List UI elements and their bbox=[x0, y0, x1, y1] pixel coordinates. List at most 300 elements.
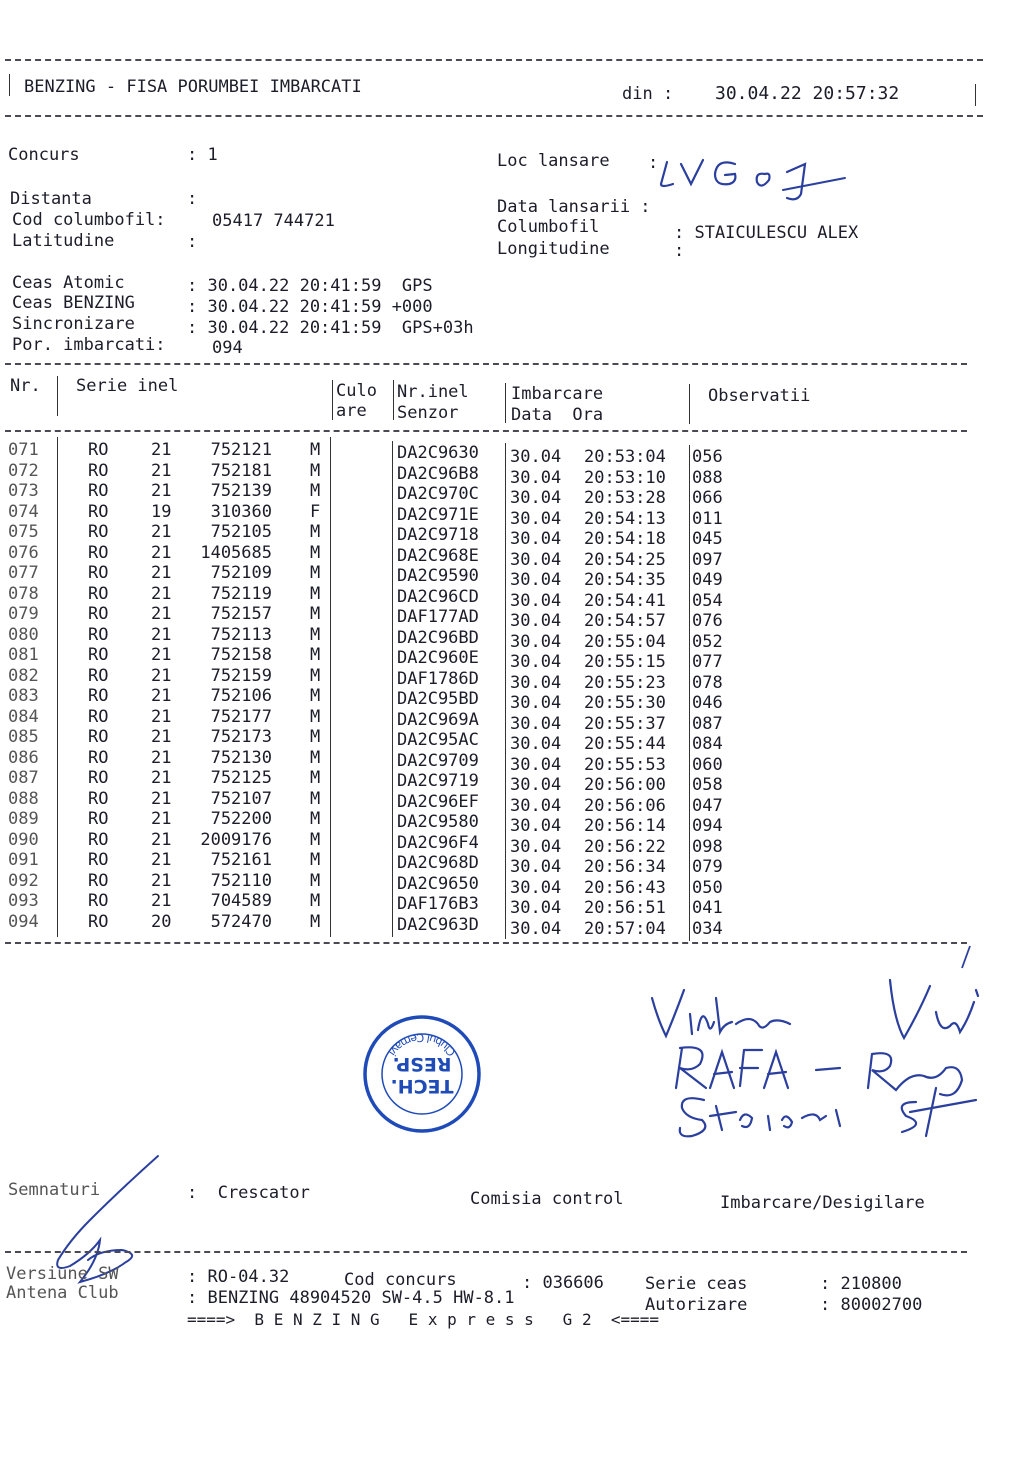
row-time: 20:56:51 bbox=[584, 898, 666, 918]
table-row bbox=[8, 583, 948, 611]
row-year: 21 bbox=[151, 481, 172, 501]
row-year: 21 bbox=[151, 850, 172, 870]
distanta-value: : bbox=[187, 189, 198, 209]
table-row bbox=[8, 850, 948, 877]
row-country: RO bbox=[88, 809, 109, 829]
row-sensor: DA2C96F4 bbox=[397, 832, 479, 853]
row-time: 20:57:04 bbox=[584, 918, 666, 939]
row-number: 077 bbox=[8, 563, 39, 583]
ceas-atomic-label: Ceas Atomic bbox=[12, 273, 125, 293]
row-country: RO bbox=[88, 481, 109, 501]
row-date: 30.04 bbox=[510, 590, 562, 611]
row-sensor: DA2C96B8 bbox=[397, 463, 479, 484]
row-time: 20:54:18 bbox=[584, 529, 666, 549]
row-observatii: 078 bbox=[692, 672, 723, 693]
row-year: 21 bbox=[151, 870, 172, 891]
row-number: 094 bbox=[8, 911, 39, 932]
row-date: 30.04 bbox=[510, 508, 562, 529]
col-divider-imbarcare bbox=[689, 384, 690, 424]
row-ring: 752125 bbox=[210, 768, 272, 788]
row-year: 21 bbox=[151, 645, 172, 665]
versiune-sw-label: Versiune SW bbox=[6, 1264, 119, 1284]
row-date: 30.04 bbox=[510, 713, 562, 734]
row-ring: 752157 bbox=[210, 604, 272, 624]
loc-lansare-handwritten bbox=[655, 150, 855, 205]
distanta-label: Distanta bbox=[10, 189, 92, 209]
row-ring: 752200 bbox=[210, 809, 272, 829]
table-row bbox=[8, 481, 948, 508]
semnaturi-comisia: Comisia control bbox=[470, 1189, 624, 1209]
table-row bbox=[8, 460, 948, 488]
row-observatii: 066 bbox=[692, 488, 723, 508]
row-country: RO bbox=[88, 604, 109, 624]
body-divider-serie bbox=[330, 437, 331, 937]
row-number: 079 bbox=[8, 604, 39, 624]
row-date: 30.04 bbox=[510, 652, 562, 672]
stamp-line-2: TECH. bbox=[390, 1075, 454, 1097]
col-header-nrinel-2: Senzor bbox=[397, 403, 459, 423]
row-observatii: 056 bbox=[692, 447, 723, 467]
row-country: RO bbox=[88, 706, 109, 727]
col-header-nr: Nr. bbox=[10, 376, 41, 396]
row-time: 20:53:04 bbox=[584, 447, 666, 467]
row-observatii: 041 bbox=[692, 898, 723, 918]
row-ring: 752159 bbox=[210, 665, 272, 686]
row-sex: M bbox=[310, 624, 321, 645]
longitudine-label: Longitudine bbox=[497, 239, 610, 259]
row-date: 30.04 bbox=[510, 467, 562, 488]
table-header-rule bbox=[5, 430, 967, 432]
row-sensor: DA2C96BD bbox=[397, 627, 479, 648]
header-bottom-rule bbox=[5, 115, 983, 117]
row-sensor: DA2C960E bbox=[397, 648, 479, 668]
body-divider-nr bbox=[57, 437, 58, 937]
row-sensor: DA2C96EF bbox=[397, 791, 479, 812]
row-year: 21 bbox=[151, 747, 172, 768]
row-sex: M bbox=[310, 522, 321, 542]
table-row bbox=[8, 645, 948, 672]
serie-ceas-value: : 210800 bbox=[820, 1274, 902, 1294]
footer-top-rule bbox=[5, 1251, 967, 1253]
row-number: 072 bbox=[8, 460, 39, 481]
row-observatii: 054 bbox=[692, 590, 723, 611]
antena-club-value: : BENZING 48904520 SW-4.5 HW-8.1 bbox=[187, 1288, 515, 1308]
row-sex: M bbox=[310, 747, 321, 768]
col-header-culoare-1: Culo bbox=[336, 381, 377, 401]
row-sex: M bbox=[310, 768, 321, 788]
row-year: 21 bbox=[151, 440, 172, 460]
table-row bbox=[8, 829, 948, 857]
row-ring: 752139 bbox=[210, 481, 272, 501]
row-sensor: DAF177AD bbox=[397, 607, 479, 627]
row-number: 086 bbox=[8, 747, 39, 768]
row-ring: 752119 bbox=[210, 583, 272, 604]
row-year: 21 bbox=[151, 706, 172, 727]
top-dashed-rule bbox=[5, 59, 983, 61]
document-title: BENZING - FISA PORUMBEI IMBARCATI bbox=[24, 77, 362, 97]
row-time: 20:56:06 bbox=[584, 795, 666, 816]
row-number: 073 bbox=[8, 481, 39, 501]
row-time: 20:55:44 bbox=[584, 734, 666, 754]
sincronizare-value: : 30.04.22 20:41:59 GPS+03h bbox=[187, 318, 474, 338]
row-date: 30.04 bbox=[510, 877, 562, 898]
row-country: RO bbox=[88, 665, 109, 686]
col-divider-nr bbox=[57, 376, 58, 416]
table-row bbox=[8, 788, 948, 816]
row-date: 30.04 bbox=[510, 693, 562, 713]
row-sensor: DAF1786D bbox=[397, 668, 479, 689]
row-time: 20:55:37 bbox=[584, 713, 666, 734]
row-ring: 704589 bbox=[210, 891, 272, 911]
row-year: 21 bbox=[151, 583, 172, 604]
row-country: RO bbox=[88, 460, 109, 481]
row-sex: M bbox=[310, 850, 321, 870]
row-sensor: DA2C9719 bbox=[397, 771, 479, 791]
row-year: 20 bbox=[151, 911, 172, 932]
por-imbarcati-label: Por. imbarcati: bbox=[12, 335, 166, 355]
row-observatii: 088 bbox=[692, 467, 723, 488]
row-time: 20:56:14 bbox=[584, 816, 666, 836]
row-time: 20:53:28 bbox=[584, 488, 666, 508]
row-ring: 752107 bbox=[210, 788, 272, 809]
row-sex: M bbox=[310, 665, 321, 686]
row-number: 087 bbox=[8, 768, 39, 788]
row-year: 21 bbox=[151, 542, 172, 563]
row-number: 093 bbox=[8, 891, 39, 911]
row-year: 21 bbox=[151, 727, 172, 747]
cod-concurs-label: Cod concurs bbox=[344, 1270, 457, 1290]
row-number: 085 bbox=[8, 727, 39, 747]
col-header-imbarcare-2: Data Ora bbox=[511, 405, 604, 425]
row-sex: M bbox=[310, 727, 321, 747]
ceas-benzing-value: : 30.04.22 20:41:59 +000 bbox=[187, 297, 433, 317]
cod-concurs-value: : 036606 bbox=[522, 1273, 604, 1293]
row-year: 19 bbox=[151, 501, 172, 522]
row-sensor: DA2C963D bbox=[397, 914, 479, 935]
row-number: 083 bbox=[8, 686, 39, 706]
table-row bbox=[8, 727, 948, 754]
table-row bbox=[8, 747, 948, 775]
row-year: 21 bbox=[151, 604, 172, 624]
col-divider-culoare bbox=[393, 380, 394, 420]
columbofil-value: : STAICULESCU ALEX bbox=[674, 223, 859, 243]
row-sensor: DA2C970C bbox=[397, 484, 479, 504]
row-year: 21 bbox=[151, 460, 172, 481]
header-datetime: 30.04.22 20:57:32 bbox=[715, 83, 900, 104]
row-country: RO bbox=[88, 645, 109, 665]
row-number: 074 bbox=[8, 501, 39, 522]
row-date: 30.04 bbox=[510, 857, 562, 877]
row-number: 080 bbox=[8, 624, 39, 645]
data-lansarii-label: Data lansarii : bbox=[497, 197, 651, 217]
latitudine-label: Latitudine bbox=[12, 231, 115, 251]
row-time: 20:53:10 bbox=[584, 467, 666, 488]
row-observatii: 046 bbox=[692, 693, 723, 713]
row-observatii: 050 bbox=[692, 877, 723, 898]
row-date: 30.04 bbox=[510, 836, 562, 857]
semnaturi-crescator: : Crescator bbox=[187, 1183, 310, 1203]
row-country: RO bbox=[88, 850, 109, 870]
row-sex: M bbox=[310, 583, 321, 604]
row-sensor: DA2C95AC bbox=[397, 730, 479, 750]
row-sex: M bbox=[310, 788, 321, 809]
row-sensor: DA2C95BD bbox=[397, 689, 479, 709]
row-sensor: DA2C9709 bbox=[397, 750, 479, 771]
col-divider-nrinel bbox=[505, 383, 506, 423]
row-country: RO bbox=[88, 870, 109, 891]
row-country: RO bbox=[88, 788, 109, 809]
latitudine-value: : bbox=[187, 232, 198, 252]
row-sex: M bbox=[310, 870, 321, 891]
row-number: 084 bbox=[8, 706, 39, 727]
row-observatii: 084 bbox=[692, 734, 723, 754]
benzing-express-banner: ====> B E N Z I N G E x p r e s s G 2 <==== bbox=[187, 1310, 660, 1329]
row-ring: 1405685 bbox=[200, 542, 272, 563]
row-date: 30.04 bbox=[510, 529, 562, 549]
row-sensor: DA2C9650 bbox=[397, 873, 479, 894]
cod-columbofil-value: 05417 744721 bbox=[212, 211, 335, 231]
row-date: 30.04 bbox=[510, 734, 562, 754]
stamp-line-1: RESP. bbox=[392, 1053, 452, 1075]
row-ring: 310360 bbox=[210, 501, 272, 522]
row-time: 20:55:23 bbox=[584, 672, 666, 693]
row-number: 082 bbox=[8, 665, 39, 686]
body-divider-culoare bbox=[392, 441, 393, 937]
row-ring: 752177 bbox=[210, 706, 272, 727]
row-country: RO bbox=[88, 911, 109, 932]
longitudine-value: : bbox=[674, 241, 685, 261]
row-observatii: 076 bbox=[692, 611, 723, 631]
header-din-label: din : bbox=[622, 84, 674, 104]
row-observatii: 087 bbox=[692, 713, 723, 734]
row-date: 30.04 bbox=[510, 918, 562, 939]
row-country: RO bbox=[88, 624, 109, 645]
row-country: RO bbox=[88, 768, 109, 788]
row-sex: M bbox=[310, 645, 321, 665]
row-time: 20:55:15 bbox=[584, 652, 666, 672]
row-observatii: 094 bbox=[692, 816, 723, 836]
row-sensor: DA2C968D bbox=[397, 853, 479, 873]
autorizare-value: : 80002700 bbox=[820, 1295, 923, 1315]
row-sex: M bbox=[310, 911, 321, 932]
table-row bbox=[8, 501, 948, 529]
table-row bbox=[8, 604, 948, 631]
row-sensor: DA2C9590 bbox=[397, 566, 479, 586]
row-year: 21 bbox=[151, 563, 172, 583]
row-sensor: DA2C969A bbox=[397, 709, 479, 730]
concurs-label: Concurs bbox=[8, 145, 80, 165]
row-sensor: DA2C9718 bbox=[397, 525, 479, 545]
table-row bbox=[8, 706, 948, 734]
row-observatii: 034 bbox=[692, 918, 723, 939]
row-time: 20:55:04 bbox=[584, 631, 666, 652]
row-ring: 752158 bbox=[210, 645, 272, 665]
row-country: RO bbox=[88, 727, 109, 747]
resp-tech-stamp bbox=[360, 1012, 484, 1136]
table-row bbox=[8, 665, 948, 693]
row-observatii: 049 bbox=[692, 570, 723, 590]
row-time: 20:54:35 bbox=[584, 570, 666, 590]
table-row bbox=[8, 624, 948, 652]
row-country: RO bbox=[88, 440, 109, 460]
row-observatii: 045 bbox=[692, 529, 723, 549]
row-country: RO bbox=[88, 583, 109, 604]
row-sensor: DA2C96CD bbox=[397, 586, 479, 607]
row-observatii: 077 bbox=[692, 652, 723, 672]
table-top-rule bbox=[5, 363, 967, 365]
row-number: 088 bbox=[8, 788, 39, 809]
row-sensor: DA2C9580 bbox=[397, 812, 479, 832]
row-year: 21 bbox=[151, 809, 172, 829]
row-time: 20:54:25 bbox=[584, 549, 666, 570]
row-observatii: 052 bbox=[692, 631, 723, 652]
col-header-imbarcare-1: Imbarcare bbox=[511, 384, 604, 404]
row-date: 30.04 bbox=[510, 672, 562, 693]
col-header-serie: Serie inel bbox=[76, 376, 179, 396]
table-row bbox=[8, 440, 948, 467]
row-date: 30.04 bbox=[510, 488, 562, 508]
por-imbarcati-value: 094 bbox=[212, 338, 243, 358]
row-observatii: 060 bbox=[692, 754, 723, 775]
row-year: 21 bbox=[151, 829, 172, 850]
row-observatii: 098 bbox=[692, 836, 723, 857]
row-date: 30.04 bbox=[510, 611, 562, 631]
row-country: RO bbox=[88, 829, 109, 850]
concurs-value: : 1 bbox=[187, 145, 218, 165]
row-time: 20:56:34 bbox=[584, 857, 666, 877]
handwritten-signatures bbox=[640, 940, 990, 1160]
row-date: 30.04 bbox=[510, 816, 562, 836]
columbofil-label: Columbofil bbox=[497, 217, 600, 237]
row-date: 30.04 bbox=[510, 631, 562, 652]
row-date: 30.04 bbox=[510, 447, 562, 467]
row-time: 20:55:53 bbox=[584, 754, 666, 775]
row-sex: M bbox=[310, 829, 321, 850]
row-ring: 752130 bbox=[210, 747, 272, 768]
row-ring: 752113 bbox=[210, 624, 272, 645]
sincronizare-label: Sincronizare bbox=[12, 314, 135, 334]
row-sex: M bbox=[310, 809, 321, 829]
body-divider-nrinel bbox=[505, 443, 506, 939]
antena-club-label: Antena Club bbox=[6, 1283, 119, 1303]
row-sex: M bbox=[310, 604, 321, 624]
row-date: 30.04 bbox=[510, 570, 562, 590]
row-ring: 752161 bbox=[210, 850, 272, 870]
row-date: 30.04 bbox=[510, 549, 562, 570]
row-sensor: DA2C971E bbox=[397, 504, 479, 525]
cod-columbofil-label: Cod columbofil: bbox=[12, 210, 166, 230]
row-country: RO bbox=[88, 891, 109, 911]
row-sensor: DA2C968E bbox=[397, 545, 479, 566]
stamp-ring-path: Clubul Cernavi bbox=[385, 1030, 459, 1059]
table-row bbox=[8, 911, 948, 939]
row-year: 21 bbox=[151, 768, 172, 788]
row-number: 092 bbox=[8, 870, 39, 891]
table-row bbox=[8, 542, 948, 570]
row-sex: M bbox=[310, 686, 321, 706]
ceas-benzing-label: Ceas BENZING bbox=[12, 293, 135, 313]
row-sex: M bbox=[310, 706, 321, 727]
row-country: RO bbox=[88, 747, 109, 768]
row-sex: F bbox=[310, 501, 321, 522]
row-number: 089 bbox=[8, 809, 39, 829]
row-country: RO bbox=[88, 501, 109, 522]
semnaturi-imbarcare: Imbarcare/Desigilare bbox=[720, 1193, 925, 1213]
table-row bbox=[8, 522, 948, 549]
row-sex: M bbox=[310, 563, 321, 583]
row-ring: 752181 bbox=[210, 460, 272, 481]
row-number: 091 bbox=[8, 850, 39, 870]
loc-lansare-value: : bbox=[648, 153, 659, 173]
row-date: 30.04 bbox=[510, 754, 562, 775]
serie-ceas-label: Serie ceas bbox=[645, 1274, 748, 1294]
semnaturi-label: Semnaturi bbox=[8, 1180, 101, 1200]
row-observatii: 058 bbox=[692, 775, 723, 795]
header-right-bar bbox=[975, 84, 976, 106]
row-number: 071 bbox=[8, 440, 39, 460]
row-year: 21 bbox=[151, 891, 172, 911]
row-country: RO bbox=[88, 542, 109, 563]
row-sex: M bbox=[310, 542, 321, 563]
row-ring: 2009176 bbox=[200, 829, 272, 850]
row-ring: 752109 bbox=[210, 563, 272, 583]
row-time: 20:56:22 bbox=[584, 836, 666, 857]
table-row bbox=[8, 809, 948, 836]
col-divider-serie bbox=[332, 380, 333, 420]
row-observatii: 079 bbox=[692, 857, 723, 877]
row-observatii: 047 bbox=[692, 795, 723, 816]
col-header-culoare-2: are bbox=[336, 401, 367, 421]
row-sex: M bbox=[310, 481, 321, 501]
row-sex: M bbox=[310, 891, 321, 911]
row-date: 30.04 bbox=[510, 795, 562, 816]
ceas-atomic-value: : 30.04.22 20:41:59 GPS bbox=[187, 276, 433, 296]
header-left-bar bbox=[9, 74, 10, 96]
row-sensor: DA2C9630 bbox=[397, 443, 479, 463]
autorizare-label: Autorizare bbox=[645, 1295, 748, 1315]
row-country: RO bbox=[88, 686, 109, 706]
body-divider-imbarcare bbox=[689, 445, 690, 941]
row-number: 081 bbox=[8, 645, 39, 665]
row-ring: 752173 bbox=[210, 727, 272, 747]
row-number: 075 bbox=[8, 522, 39, 542]
row-ring: 752110 bbox=[210, 870, 272, 891]
row-time: 20:54:57 bbox=[584, 611, 666, 631]
row-country: RO bbox=[88, 522, 109, 542]
col-header-nrinel-1: Nr.inel bbox=[397, 382, 469, 402]
row-country: RO bbox=[88, 563, 109, 583]
row-ring: 572470 bbox=[210, 911, 272, 932]
col-header-observatii: Observatii bbox=[708, 386, 811, 406]
row-ring: 752121 bbox=[210, 440, 272, 460]
row-observatii: 011 bbox=[692, 508, 723, 529]
row-time: 20:55:30 bbox=[584, 693, 666, 713]
row-time: 20:54:13 bbox=[584, 508, 666, 529]
versiune-sw-value: : RO-04.32 bbox=[187, 1267, 290, 1287]
table-row bbox=[8, 563, 948, 590]
table-row bbox=[8, 768, 948, 795]
row-number: 078 bbox=[8, 583, 39, 604]
row-observatii: 097 bbox=[692, 549, 723, 570]
table-row bbox=[8, 686, 948, 713]
row-ring: 752105 bbox=[210, 522, 272, 542]
row-year: 21 bbox=[151, 686, 172, 706]
row-time: 20:56:00 bbox=[584, 775, 666, 795]
row-year: 21 bbox=[151, 624, 172, 645]
row-sex: M bbox=[310, 460, 321, 481]
row-ring: 752106 bbox=[210, 686, 272, 706]
row-time: 20:56:43 bbox=[584, 877, 666, 898]
